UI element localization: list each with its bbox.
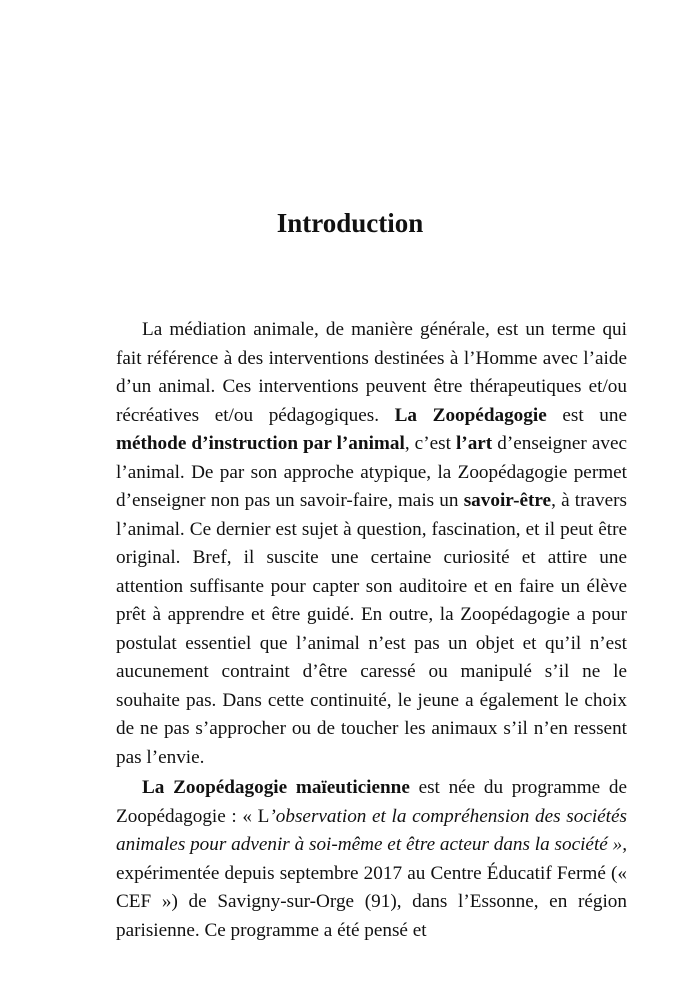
p1-bold-art: l’art — [455, 433, 493, 454]
paragraph-2 — [116, 774, 627, 945]
p1-bold-methode: méthode d’instruction par l’animal — [116, 433, 405, 454]
p1-bold-savoir-etre: savoir-être — [463, 490, 552, 511]
p1-text-3: , c’est — [404, 433, 456, 454]
p1-text-1: La médiation animale, de manière générale, est un terme qui fait référence à des interventions destinées à l’Homme avec l’aide d’un animal. Ces interventions peuvent être thérapeutiques et/ou récréatives et/ou pédagogiques. — [116, 319, 627, 426]
p1-bold-zoopedagogie: La Zoopédagogie — [394, 404, 547, 426]
p2-text-1: est née du programme de Zoopédagogie : « L — [116, 777, 627, 827]
p2-italic-programme-title: ’observation et la compréhension des sociétés animales pour advenir à soi-même et être acteur dans la société », — [116, 805, 627, 855]
p2-text-2: expérimentée depuis septembre 2017 au Centre Éducatif Fermé (« CEF ») de Savigny-sur-Orge (91), dans l’Essonne, en région parisienne. Ce programme a été pensé et — [116, 862, 627, 941]
page-title: Introduction — [276, 208, 424, 238]
p1-text-5: , à travers l’animal. Ce dernier est sujet à question, fascination, et il peut être original. Bref, il suscite une certaine curiosité et attire une attention suffisante pour capter son auditoire et en faire un élève prêt à apprendre et être guidé. En outre, la Zoopédagogie a pour postulat essentiel que l’animal n’est pas un objet et qu’il n’est aucunement contraint d’être caressé ou manipulé s’il ne le souhaite pas. Dans cette continuité, le jeune a également le choix de ne pas s’approcher ou de toucher les animaux s’il n’en ressent pas l’envie. — [116, 490, 627, 768]
p1-text-4: d’enseigner avec l’animal. De par son approche atypique, la Zoopédagogie permet d’enseigner non pas un savoir-faire, mais un — [116, 433, 627, 511]
body-text — [116, 316, 627, 945]
paragraph-1 — [116, 316, 627, 772]
p2-bold-maieuticienne: La Zoopédagogie maïeuticienne — [142, 777, 410, 798]
p1-text-2: est une — [546, 404, 627, 426]
